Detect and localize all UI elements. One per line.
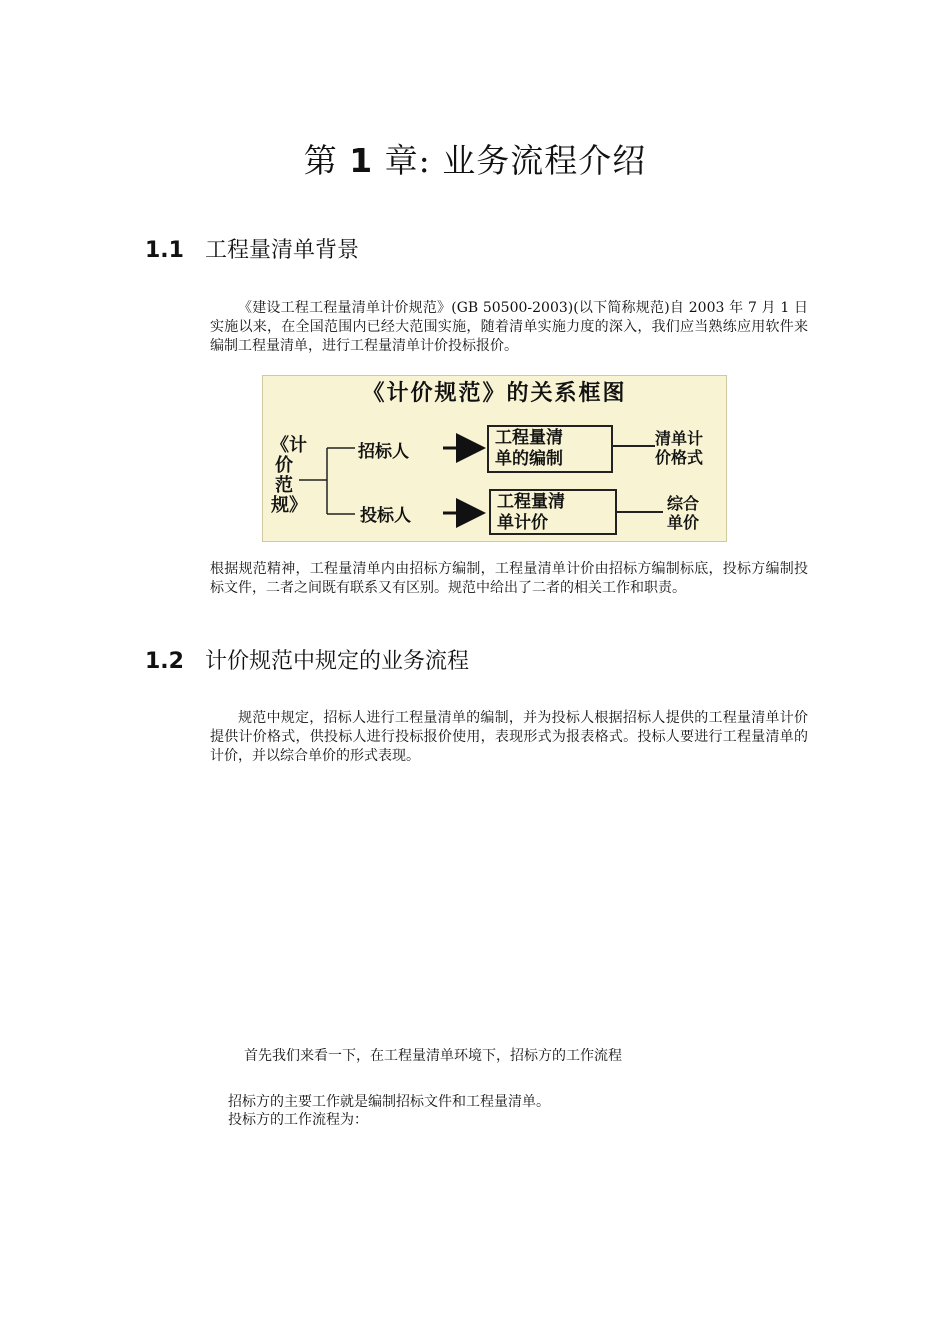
box-line: 单计价 bbox=[497, 513, 548, 533]
paragraph-regulation: 规范中规定，招标人进行工程量清单的编制，并为投标人根据招标人提供的工程量清单计价提供计价格式，供投标人进行投标报价使用，表现形式为报表格式。投标人要进行工程量清单的计价，并以综合单价的形式表现。 bbox=[210, 710, 808, 764]
output-line: 清单计 bbox=[655, 429, 704, 448]
diagram-root-label: 《计价范规》 bbox=[271, 435, 307, 516]
box-bill-preparation bbox=[487, 425, 613, 473]
box-line: 工程量清 bbox=[495, 428, 563, 448]
chapter-number: 1 bbox=[349, 141, 374, 180]
paragraph-background: 《建设工程工程量清单计价规范》(GB 50500-2003)(以下简称规范)自 2003 年 7 月 1 日实施以来，在全国范围内已经大范围实施，随着清单实施力度的深入，我们应当熟练应用软件来编制工程量清单，进行工程量清单计价投标报价。 bbox=[210, 300, 808, 354]
chapter-title: 业务流程介绍 bbox=[442, 141, 647, 180]
section-number: 1.2 bbox=[145, 649, 184, 674]
box-line: 单的编制 bbox=[495, 449, 563, 469]
paragraph-tenderer-work: 招标方的主要工作就是编制招标文件和工程量清单。 bbox=[228, 1094, 550, 1110]
diagram-title: 《计价规范》的关系框图 bbox=[362, 380, 627, 406]
actor-bidder: 投标人 bbox=[360, 506, 411, 526]
paragraph-bidder-flow: 投标方的工作流程为： bbox=[228, 1112, 368, 1128]
section-number: 1.1 bbox=[145, 238, 184, 263]
output-line: 价格式 bbox=[655, 448, 704, 467]
relationship-diagram bbox=[262, 375, 727, 542]
section-heading-1-1 bbox=[145, 233, 359, 264]
output-unit-price bbox=[667, 494, 699, 532]
paragraph-spirit: 根据规范精神，工程量清单内由招标方编制，工程量清单计价由招标方编制标底，投标方编制投标文件，二者之间既有联系又有区别。规范中给出了二者的相关工作和职责。 bbox=[210, 561, 808, 596]
output-line: 综合 bbox=[667, 494, 700, 513]
section-heading-1-2 bbox=[145, 644, 469, 675]
actor-tenderer: 招标人 bbox=[358, 442, 409, 462]
output-pricing-format bbox=[655, 429, 703, 467]
section-title: 计价规范中规定的业务流程 bbox=[205, 649, 470, 674]
output-line: 单价 bbox=[667, 513, 700, 532]
chapter-prefix: 第 bbox=[303, 141, 338, 180]
page-title bbox=[0, 135, 950, 182]
box-bill-pricing bbox=[489, 489, 617, 535]
box-line: 工程量清 bbox=[497, 492, 565, 512]
section-title: 工程量清单背景 bbox=[205, 238, 360, 263]
paragraph-tenderer-intro: 首先我们来看一下，在工程量清单环境下，招标方的工作流程 bbox=[244, 1048, 622, 1064]
chapter-suffix: 章: bbox=[384, 141, 431, 180]
